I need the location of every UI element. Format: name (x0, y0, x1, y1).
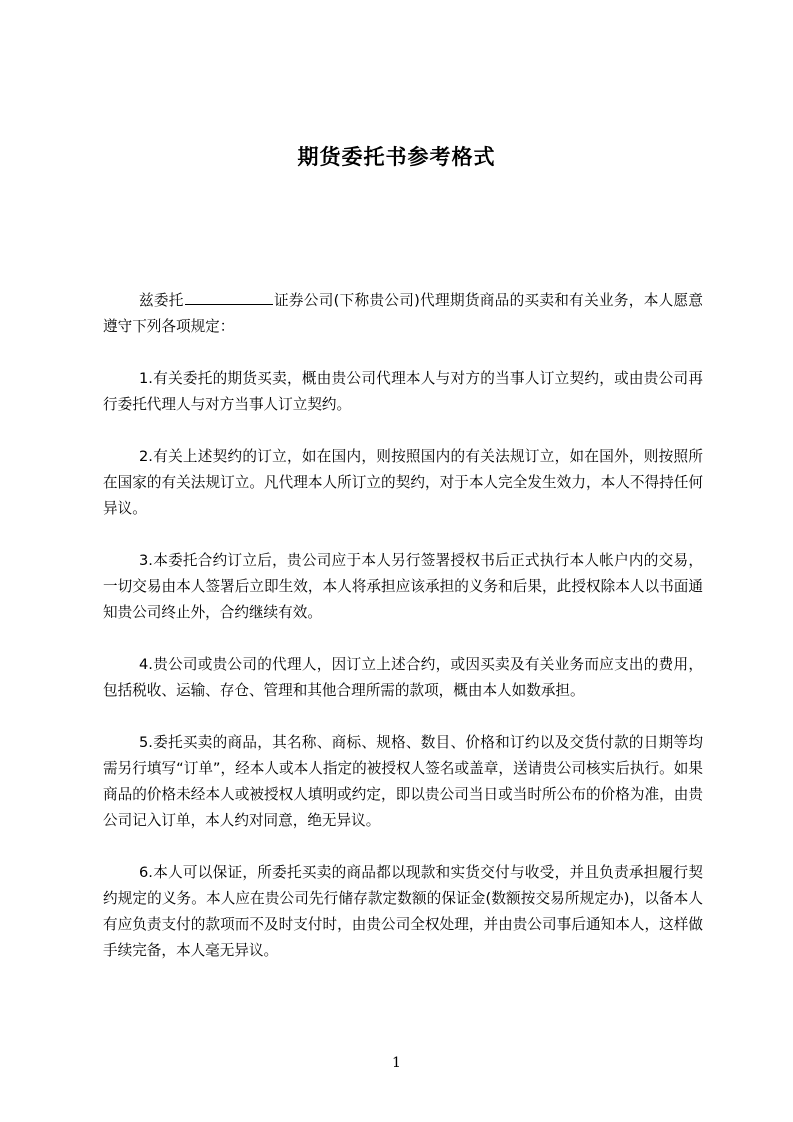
clause-4: 4.贵公司或贵公司的代理人，因订立上述合约，或因买卖及有关业务而应支出的费用，包括税收、运输、存仓、管理和其他合理所需的款项，概由本人如数承担。 (103, 656, 703, 699)
clause-3: 3.本委托合约订立后，贵公司应于本人另行签署授权书后正式执行本人帐户内的交易，一切交易由本人签署后立即生效，本人将承担应该承担的义务和后果，此授权除本人以书面通知贵公司终止外，合约继续有效。 (103, 552, 703, 621)
clause-1: 1.有关委托的期货买卖，概由贵公司代理本人与对方的当事人订立契约，或由贵公司再行委托代理人与对方当事人订立契约。 (103, 370, 703, 413)
intro-before-blank: 兹委托 (139, 292, 184, 309)
clause-2: 2.有关上述契约的订立，如在国内，则按照国内的有关法规订立，如在国外，则按照所在国家的有关法规订立。凡代理本人所订立的契约，对于本人完全发生效力，本人不得持任何异议。 (103, 448, 703, 517)
intro-after-blank: 证券公司(下称贵公司)代理期货商品的买卖和有关业务，本人愿意遵守下列各项规定： (103, 292, 703, 335)
clause-6: 6.本人可以保证，所委托买卖的商品都以现款和实货交付与收受，并且负责承担履行契约规定的义务。本人应在贵公司先行储存款定数额的保证金(数额按交易所规定办)，以备本人有应负责支付的款项而不及时支付时，由贵公司全权处理，并由贵公司事后通知本人，这样做手续完备，本人毫无异议。 (103, 864, 703, 959)
page-number: 1 (392, 1055, 401, 1071)
fill-in-blank (185, 290, 273, 305)
clause-5: 5.委托买卖的商品，其名称、商标、规格、数目、价格和订约以及交货付款的日期等均需另行填写“订单”，经本人或本人指定的被授权人签名或盖章，送请贵公司核实后执行。如果商品的价格未经本人或被授权人填明或约定，即以贵公司当日或当时所公布的价格为准，由贵公司记入订单，本人约对同意，绝无异议。 (103, 734, 703, 829)
document-title: 期货委托书参考格式 (297, 145, 496, 169)
intro-paragraph (103, 288, 703, 340)
document-body (103, 288, 703, 990)
